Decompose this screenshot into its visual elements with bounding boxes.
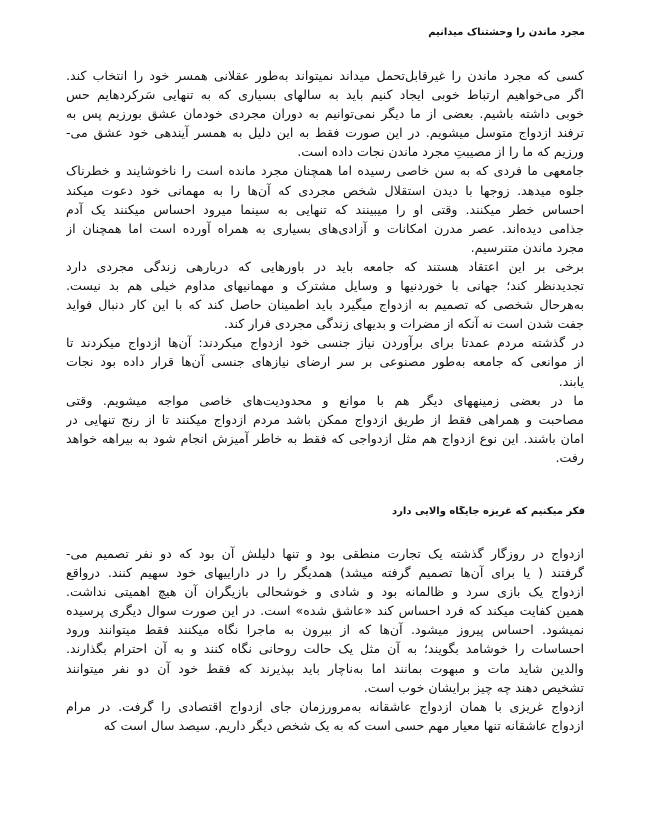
text-line: به‌هرحال شخصی که تصمیم به ازدواج میگیرد باید اطمینان حاصل کند که با این کار دنبال فواید	[66, 297, 584, 313]
section-heading: فکر میکنیم که غریزه جایگاه والایی دارد	[392, 506, 585, 517]
text-line: همین کفایت میکند که فرد احساس کند «عاشق شده» است. در این صورت سوال دیگری پرسیده	[66, 603, 584, 619]
text-line: مجرد ماندن متنرسیم.	[470, 239, 584, 255]
text-line: تجدیدنظر کند؛ جهانی با خوردنیها و وسایل مشترک و مهمانیهای مداوم خیلی هم بد نیست.	[66, 278, 584, 294]
text-line: از موانعی که جامعه به‌طور مصنوعی بر سر ارضای نیازهای جنسی آن‌ها قرار داده بود نجات	[66, 354, 584, 370]
section-body	[66, 544, 584, 735]
text-line: احساسات را خوشامد بگویند؛ به آن مثل یک حالت روحانی نگاه کنند و به آن احترام بگذارند.	[66, 641, 584, 657]
section-body	[66, 66, 584, 467]
section-heading: مجرد ماندن را وحشتناک میدانیم	[428, 27, 585, 38]
text-line: احساس خطر میکنند. وقتی او را میبینند که تنهایی به سینما میرود احساس میکنند یک آدم	[66, 201, 584, 217]
text-line: ازدواج عاشقانه تنها معیار مهم حسی است که به یک شخص دیگر داریم. سیصد سال است که	[103, 717, 584, 733]
text-line: برخی بر این اعتقاد هستند که جامعه باید در باورهایی که دربارهی زندگی مجردی دارد	[66, 258, 584, 274]
text-line: تشخیص دهند چه چیز برایشان خوب است.	[363, 679, 584, 695]
text-line: خوبی داشته باشیم. بعضی از ما دیگر نمی‌توانیم به دوران مجردی خودمان عشق بورزیم پس به	[66, 106, 584, 122]
text-line: کسی که مجرد ماندن را غیرقابل‌تحمل میداند نمیتواند به‌طور عقلانی همسر خود را انتخاب کند.	[66, 68, 584, 83]
text-line: اگر می‌خواهیم ارتباط خوبی ایجاد کنیم باید به سالهای بسیاری که به تنهایی سَرکردهایم حس	[66, 87, 584, 103]
text-line: جلوه میدهد. زوجها با دیدن استقلال شخص مجردی که آن‌ها را به مهمانی خود دعوت میکند	[66, 182, 584, 198]
text-line: جذامی دیده‌اند. عصر مدرن امکانات و آزادی‌های بسیاری به همراه آورده است اما همچنان از	[66, 220, 584, 236]
text-line: یابند.	[558, 373, 584, 389]
text-line: ازدواج یک بازی سرد و ظالمانه بود و شادی و خوشحالی بازیگران آن هیچ اهمیتی نداشت.	[66, 584, 584, 600]
text-line: امان باشند. این نوع ازدواج هم مثل ازدواجی که فقط به خاطر آمیزش انجام شود به بیراهه خواهد	[66, 430, 584, 446]
text-line: ازدواج در روزگار گذشته یک تجارت منطقی بود و تنها دلیلش آن بود که دو نفر تصمیم می-	[66, 546, 584, 561]
text-line: ما در بعضی زمینههای دیگر هم با موانع و محدودیت‌های خاصی مواجه میشویم. وقتی	[66, 392, 584, 408]
text-line: گرفتند ( یا برای آن‌ها تصمیم گرفته میشد) همدیگر را در داراییهای خود سهیم کنند. درواقع	[66, 565, 584, 581]
text-line: والدین شاید مات و مبهوت بمانند اما به‌ناچار باید بپذیرند که فقط خود آن دو نفر میتوانند	[66, 660, 584, 676]
text-line: جامعهی ما فردی که به سن خاصی رسیده اما همچنان مجرد مانده است را ناخوشایند و خطرناک	[66, 163, 584, 179]
text-line: رفت.	[555, 449, 584, 465]
text-line: نمیشود. احساس پیروز میشود. آن‌ها که از بیرون به ماجرا نگاه میکنند فقط میتوانند ورود	[66, 622, 584, 638]
text-line: ترفند ازدواج متوسل میشویم. در این صورت فقط به این دلیل به همسر آیندهی خود عشق می-	[66, 125, 584, 141]
text-line: ورزیم که ما را از مصیبتِ مجرد ماندن نجات داده است.	[297, 144, 584, 160]
text-line: مصاحبت و همراهی فقط از طریق ازدواج ممکن باشد مردم ازدواج میکنند تا از رنج تنهایی در	[66, 411, 584, 427]
text-line: جفت شدن است نه آنکه از مضرات و بدیهای زندگی مجردی فرار کند.	[223, 316, 584, 332]
text-line: ازدواج غریزی با همان ازدواج عاشقانه به‌مرورزمان جای ازدواج اقتصادی را گرفت. در مرام	[66, 698, 584, 714]
text-line: در گذشته مردم عمدتا برای برآوردن نیاز جنسی خود ازدواج میکردند: آن‌ها ازدواج میکردند تا	[66, 335, 584, 351]
